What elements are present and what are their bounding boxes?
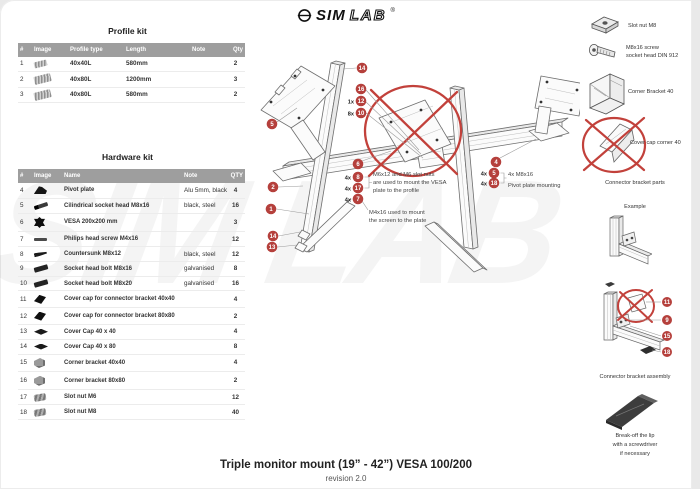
part-thumbnail-icon — [34, 201, 49, 209]
qty-cell: 12 — [226, 247, 245, 262]
note-cell: black, steel — [182, 198, 226, 213]
table-row — [18, 183, 245, 198]
row-number: 2 — [18, 71, 32, 87]
qty-label-4x: 4x — [480, 181, 487, 188]
callout-badge-joint-bracket — [356, 84, 367, 95]
profile-type-cell: 40x40L — [68, 57, 124, 71]
svg-text:4x M8x16: 4x M8x16 — [508, 172, 534, 178]
svg-text:2: 2 — [271, 185, 275, 192]
part-thumbnail-icon — [33, 89, 51, 101]
svg-text:17: 17 — [354, 186, 362, 193]
col-header-note: Note — [182, 169, 226, 183]
length-cell: 1200mm — [124, 71, 190, 87]
svg-text:18: 18 — [663, 350, 671, 357]
svg-text:the screen to the plate: the screen to the plate — [369, 218, 427, 224]
slot-nut-drawing-icon — [588, 14, 622, 36]
svg-text:Pivot plate mounting: Pivot plate mounting — [508, 183, 561, 189]
row-number: 15 — [18, 354, 32, 372]
row-number: 9 — [18, 261, 32, 276]
table-row — [18, 308, 245, 325]
qty-cell: 8 — [226, 261, 245, 276]
table-row — [18, 71, 245, 87]
screen-mounting-note — [369, 210, 426, 224]
profile-kit-table — [18, 43, 245, 103]
table-row — [18, 213, 245, 232]
note-cell — [182, 308, 226, 325]
callout-badge-post-top-cap — [357, 63, 368, 74]
part-thumbnail-icon — [34, 238, 47, 241]
assembly-caption: Connector bracket assembly — [599, 374, 671, 380]
callout-badge-pivot-screw — [489, 168, 500, 179]
row-number: 11 — [18, 291, 32, 308]
page-title: Triple monitor mount (19” - 42”) VESA 100/200 — [219, 459, 472, 471]
part-thumbnail-icon — [34, 279, 49, 288]
col-header-num: # — [18, 43, 32, 57]
qty-cell: 4 — [226, 183, 245, 198]
part-name-cell: Philips head screw M4x16 — [62, 232, 182, 247]
callout-badge-pivot-slot-nut — [489, 178, 500, 189]
table-row — [18, 276, 245, 291]
table-row — [18, 87, 245, 103]
col-header-qty: QTY — [226, 169, 245, 183]
hardware-kit-table — [18, 169, 245, 420]
part-thumbnail-icon — [34, 186, 47, 194]
part-thumbnail-icon — [33, 408, 46, 417]
qty-label-4x: 4x — [344, 186, 351, 193]
svg-text:5: 5 — [270, 122, 274, 129]
table-row — [18, 57, 245, 71]
svg-text:14: 14 — [269, 234, 277, 241]
row-number: 7 — [18, 232, 32, 247]
part-name-cell: Corner bracket 80x80 — [62, 372, 182, 390]
svg-text:16: 16 — [357, 87, 365, 94]
part-thumbnail-icon — [34, 217, 45, 228]
table-row — [18, 198, 245, 213]
col-header-image: Image — [32, 169, 62, 183]
note-cell — [182, 232, 226, 247]
col-header-qty: Qty — [226, 43, 245, 57]
col-header-note: Note — [190, 43, 226, 57]
revision-label: revision 2.0 — [325, 474, 367, 483]
table-row — [18, 339, 245, 354]
part-thumbnail-icon — [34, 329, 48, 335]
col-header-image: Image — [32, 43, 68, 57]
brand-lab-text: LAB — [349, 7, 387, 24]
svg-text:1: 1 — [269, 207, 273, 214]
profile-kit-title: Profile kit — [108, 26, 147, 36]
qty-cell: 2 — [226, 308, 245, 325]
row-number: 17 — [18, 390, 32, 405]
hardware-kit-title: Hardware kit — [101, 152, 154, 162]
callout-badge-post-bottom-cap — [268, 231, 279, 242]
parts-caption: Connector bracket parts — [605, 180, 665, 186]
row-number: 6 — [18, 213, 32, 232]
note-cell — [182, 213, 226, 232]
part-name-cell: VESA 200x200 mm — [62, 213, 182, 232]
part-thumbnail-icon — [33, 73, 51, 85]
screw-drawing-icon — [586, 40, 622, 66]
row-number: 8 — [18, 247, 32, 262]
registered-mark: ® — [390, 8, 395, 14]
example-assembly-drawing — [588, 214, 652, 272]
part-thumbnail-icon — [34, 344, 48, 350]
assembly-badge-slot-nut — [662, 347, 672, 357]
table-row — [18, 372, 245, 390]
svg-text:M6x12 and M6 slot nuts: M6x12 and M6 slot nuts — [373, 172, 435, 178]
brand-sim-text: SIM — [316, 7, 346, 24]
callout-badge-pivot-plate — [491, 157, 502, 168]
note-cell — [182, 405, 226, 420]
callout-badge-monitor-bracket — [267, 119, 278, 130]
callout-badge-vesa-screw — [353, 172, 364, 183]
assembly-badge-bolt — [662, 315, 672, 325]
note-cell — [182, 291, 226, 308]
slot-nut-label: Slot nut M8 — [628, 23, 657, 29]
table-row — [18, 261, 245, 276]
qty-label-8x: 8x — [347, 111, 354, 118]
connector-bracket-assembly-drawing — [580, 280, 676, 372]
table-row — [18, 325, 245, 340]
svg-text:5: 5 — [492, 171, 496, 178]
part-thumbnail-icon — [34, 312, 46, 321]
svg-text:8: 8 — [356, 175, 360, 182]
callout-badge-post-profile — [268, 182, 279, 193]
qty-cell: 2 — [226, 57, 245, 71]
part-thumbnail-icon — [33, 393, 46, 402]
profile-kit-section — [18, 26, 243, 103]
row-number: 10 — [18, 276, 32, 291]
note-cell: black, steel — [182, 247, 226, 262]
svg-text:M4x16 used to mount: M4x16 used to mount — [369, 210, 425, 216]
table-row — [18, 390, 245, 405]
col-header-length: Length — [124, 43, 190, 57]
note-cell — [190, 57, 226, 71]
col-header-name: Name — [62, 169, 182, 183]
col-header-num: # — [18, 169, 32, 183]
row-number: 4 — [18, 183, 32, 198]
svg-text:10: 10 — [357, 111, 365, 118]
table-row — [18, 232, 245, 247]
row-number: 1 — [18, 57, 32, 71]
cover-cap-label: Cover cap corner 40 — [630, 140, 681, 146]
row-number: 5 — [18, 198, 32, 213]
qty-label-4x: 4x — [344, 175, 351, 182]
part-thumbnail-icon — [34, 358, 45, 368]
note-cell — [190, 87, 226, 103]
part-name-cell: Cover Cap 40 x 40 — [62, 325, 182, 340]
callout-badge-foot-profile — [266, 204, 277, 215]
corner-bracket-label: Corner Bracket 40 — [628, 89, 674, 95]
qty-cell: 2 — [226, 372, 245, 390]
svg-text:plate to the profile: plate to the profile — [373, 188, 420, 194]
col-header-type: Profile type — [68, 43, 124, 57]
part-name-cell: Slot nut M8 — [62, 405, 182, 420]
table-row — [18, 354, 245, 372]
part-name-cell: Pivot plate — [62, 183, 182, 198]
qty-cell: 4 — [226, 354, 245, 372]
corner-bracket-drawing-icon — [584, 68, 630, 116]
qty-cell: 4 — [226, 325, 245, 340]
row-number: 12 — [18, 308, 32, 325]
note-cell: galvanised — [182, 276, 226, 291]
qty-cell: 2 — [226, 87, 245, 103]
table-header-row — [18, 43, 245, 57]
svg-text:11: 11 — [663, 300, 671, 307]
part-thumbnail-icon — [34, 376, 45, 386]
svg-text:7: 7 — [356, 197, 360, 204]
pivot-mounting-note — [508, 172, 561, 189]
qty-cell: 12 — [226, 390, 245, 405]
qty-cell: 8 — [226, 339, 245, 354]
part-name-cell: Corner bracket 40x40 — [62, 354, 182, 372]
profile-type-cell: 40x80L — [68, 87, 124, 103]
callout-badge-foot-cap — [267, 242, 278, 253]
table-row — [18, 291, 245, 308]
table-row — [18, 247, 245, 262]
qty-cell: 12 — [226, 232, 245, 247]
callout-badge-vesa-plate — [353, 159, 364, 170]
red-cross-mark — [365, 86, 461, 176]
svg-text:12: 12 — [357, 99, 365, 106]
part-thumbnail-icon — [34, 295, 46, 304]
qty-cell: 16 — [226, 276, 245, 291]
callout-badge-vesa-slot-nut — [353, 183, 364, 194]
assembly-badge-cover-cap — [662, 297, 672, 307]
qty-label-1x: 1x — [347, 99, 354, 106]
qty-cell: 40 — [226, 405, 245, 420]
simlab-logo-icon — [297, 8, 312, 23]
svg-text:4: 4 — [494, 160, 498, 167]
svg-text:15: 15 — [663, 334, 671, 341]
note-cell — [182, 372, 226, 390]
svg-text:6: 6 — [356, 162, 360, 169]
callout-badge-screen-screw — [353, 194, 364, 205]
part-name-cell: Cilindrical socket head M8x16 — [62, 198, 182, 213]
qty-cell: 3 — [226, 213, 245, 232]
part-thumbnail-icon — [33, 59, 47, 68]
profile-type-cell: 40x80L — [68, 71, 124, 87]
right-panel — [578, 0, 692, 489]
note-cell — [182, 339, 226, 354]
assembly-diagram — [245, 50, 580, 320]
note-cell: galvanised — [182, 261, 226, 276]
table-header-row — [18, 169, 245, 183]
part-name-cell: Socket head bolt M8x20 — [62, 276, 182, 291]
example-caption: Example — [624, 204, 646, 210]
length-cell: 580mm — [124, 87, 190, 103]
row-number: 3 — [18, 87, 32, 103]
note-cell — [182, 390, 226, 405]
right-post-profile — [450, 86, 478, 249]
hardware-kit-section — [18, 152, 243, 420]
screw-label: M8x16 screw socket head DIN 912 — [626, 45, 679, 60]
qty-label-4x: 4x — [344, 197, 351, 204]
row-number: 18 — [18, 405, 32, 420]
part-name-cell: Cover Cap 40 x 80 — [62, 339, 182, 354]
part-name-cell: Slot nut M6 — [62, 390, 182, 405]
part-name-cell: Countersunk M8x12 — [62, 247, 182, 262]
qty-cell: 16 — [226, 198, 245, 213]
row-number: 16 — [18, 372, 32, 390]
part-thumbnail-icon — [34, 264, 49, 273]
qty-cell: 4 — [226, 291, 245, 308]
break-off-lip-drawing-icon — [602, 390, 660, 432]
assembly-badge-bracket — [662, 331, 672, 341]
breakoff-note: Break-off the lip with a screwdriver if necessary — [612, 433, 658, 457]
length-cell: 580mm — [124, 57, 190, 71]
svg-text:are used to mount the VESA: are used to mount the VESA — [373, 180, 447, 186]
part-name-cell: Socket head bolt M8x16 — [62, 261, 182, 276]
svg-text:13: 13 — [268, 245, 276, 252]
table-row — [18, 405, 245, 420]
vesa-mounting-note — [373, 172, 447, 194]
part-thumbnail-icon — [34, 251, 48, 258]
qty-label-4x: 4x — [480, 171, 487, 178]
callout-badge-joint-bolt — [356, 108, 367, 119]
footer — [0, 459, 692, 483]
svg-text:9: 9 — [665, 318, 669, 325]
qty-cell: 3 — [226, 71, 245, 87]
svg-text:14: 14 — [358, 66, 366, 73]
note-cell — [190, 71, 226, 87]
note-cell — [182, 354, 226, 372]
row-number: 14 — [18, 339, 32, 354]
svg-text:18: 18 — [490, 181, 498, 188]
note-cell: Alu 5mm, black — [182, 183, 226, 198]
row-number: 13 — [18, 325, 32, 340]
callout-badge-joint-cover — [356, 96, 367, 107]
part-name-cell: Cover cap for connector bracket 80x80 — [62, 308, 182, 325]
part-name-cell: Cover cap for connector bracket 40x40 — [62, 291, 182, 308]
note-cell — [182, 325, 226, 340]
